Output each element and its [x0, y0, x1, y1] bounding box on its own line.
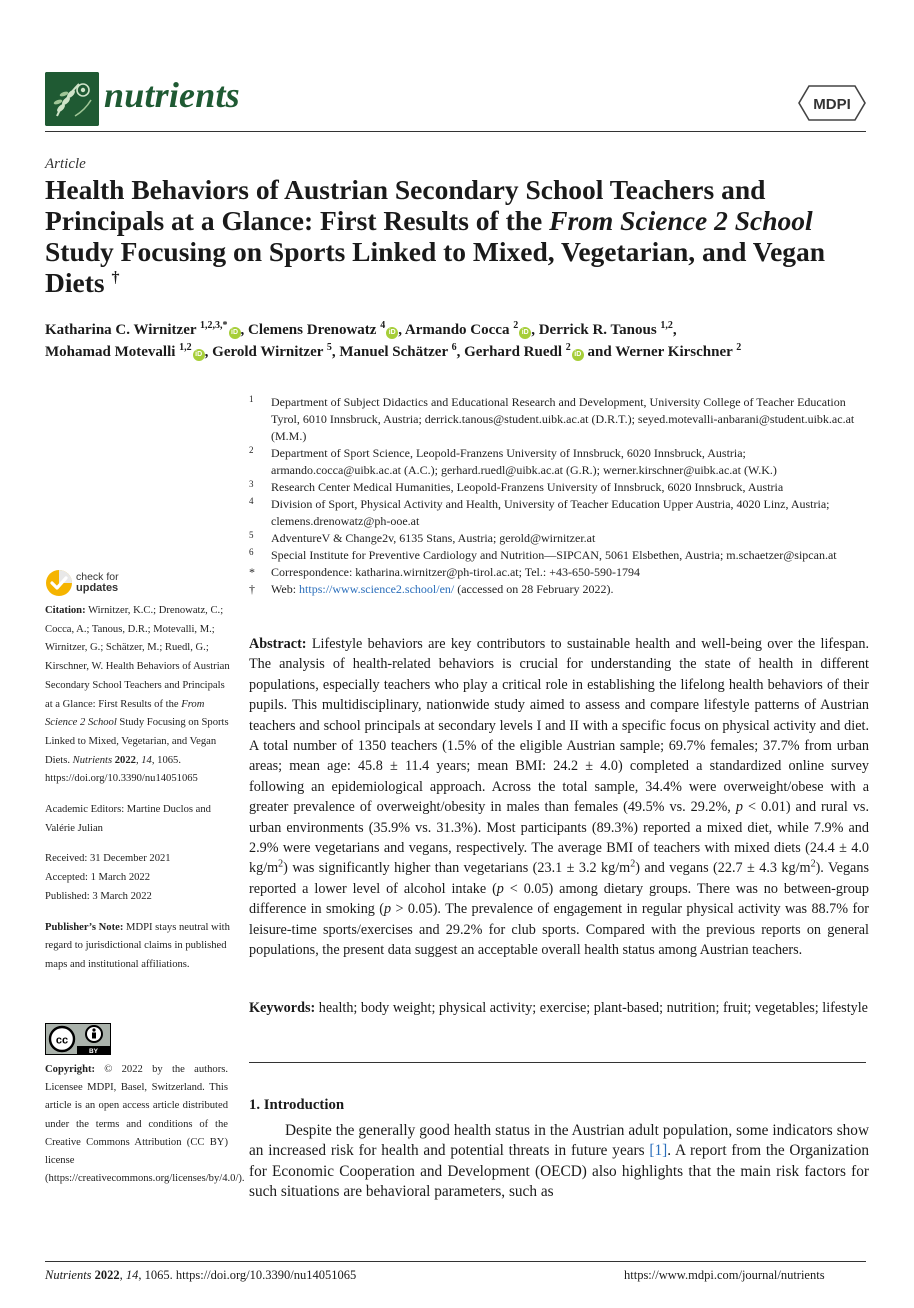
web-note: † Web: https://www.science2.school/en/ (accessed on 28 February 2022). — [249, 582, 614, 596]
author-name: Armando Cocca — [404, 322, 510, 338]
mdpi-logo-icon — [797, 82, 867, 124]
author-name: Gerhard Ruedl — [464, 344, 563, 360]
academic-editors: Academic Editors: Martine Duclos and Valérie Julian — [45, 804, 211, 834]
citation-block: Citation: Wirnitzer, K.C.; Drenowatz, C.; Cocca, A.; Tanous, D.R.; Motevalli, M.; Wirnitzer, G.; Schätzer, M.; Ruedl, G.; Kirschner, W. Health Behaviors of Austrian Secondary School Teachers and Principals at a Glance: First Results of the From Science 2 School Study Focusing on Sports Linked to Mixed, Vegetarian, and Vegan Diets. Nutrients 2022, 14, 1065. https://doi.org/10.3390/nu14051065 — [45, 605, 230, 785]
accepted-date: Accepted: 1 March 2022 — [45, 872, 151, 884]
citation-link[interactable]: [1] — [649, 1142, 668, 1160]
author-name: Werner Kirschner — [615, 344, 733, 360]
abstract-label: Abstract: — [249, 636, 307, 652]
article-info-sidebar — [45, 602, 230, 975]
article-title: Health Behaviors of Austrian Secondary School Teachers and Principals at a Glance: First Results of the From Science 2 School Study Focusing on Sports Linked to Mixed, Vegetarian, and Vegan Diets † — [45, 174, 826, 298]
orcid-icon[interactable]: iD — [519, 327, 531, 339]
published-date: Published: 3 March 2022 — [45, 890, 152, 902]
abstract: Abstract: Lifestyle behaviors are key contributors to sustainable health and well-being over the lifespan. The analysis of health-related behaviors is crucial for understanding the state of health in different populations, especially teachers who play a critical role in establishing the lifelong health behaviors of their pupils. This multidisciplinary, nationwide study aimed to assess and compare lifestyle patterns of Austrian teachers and school principals at secondary levels I and II with a specific focus on physical activity and diet. A total number of 1350 teachers (1.5% of the eligible Austrian sample; 69.7% females; 37.7% from urban areas; mean age: 45.8 ± 11.4 years; mean BMI: 24.2 ± 4.0) completed a standardized online survey following an epidemiological approach. Across the total sample, 34.4% were overweight/obese with a greater prevalence of overweight/obesity in males than females (49.5% vs. 29.2%, p < 0.01) and rural vs. urban environments (35.9% vs. 31.3%). Most participants (89.3%) reported a mixed diet, while 7.9% and 2.9% were vegetarians and vegans, respectively. The average BMI of teachers with mixed diets (24.4 ± 4.0 $kg/m^2$) was significantly higher than vegetarians (23.1 ± 3.2 $kg/m^2$) and vegans (22.7 ± 4.3 $kg/m^2$). Vegans reported a lower level of alcohol intake (p < 0.05) among dietary groups. There was no between-group difference in smoking (p > 0.05). The prevalence of engagement in regular physical activity was 88.7% for leisure-time sports/exercises and 29.2% for club sports. Compared with the previous reports on general populations, the present data suggest an acceptable overall health status among Austrian teachers. — [249, 636, 870, 959]
author-name: Katharina C. Wirnitzer — [45, 322, 197, 338]
footer-divider — [45, 1261, 866, 1262]
journal-logo-icon — [45, 72, 99, 126]
author-name: Manuel Schätzer — [339, 344, 448, 360]
footer-journal-link[interactable]: https://www.mdpi.com/journal/nutrients — [624, 1268, 825, 1282]
header-divider — [45, 131, 866, 132]
affiliation-item: 2 Department of Sport Science, Leopold-Franzens University of Innsbruck, 6020 Innsbruck, Austria; armando.cocca@uibk.ac.at (A.C.); gerhard.ruedl@uibk.ac.at (G.R.); werner.kirschner@uibk.ac.at (W.K.) — [249, 445, 777, 477]
affiliation-item: 3 Research Center Medical Humanities, Leopold-Franzens University of Innsbruck, 6020 Innsbruck, Austria — [249, 479, 784, 494]
orcid-icon[interactable]: iD — [572, 349, 584, 361]
section-heading: 1. Introduction — [249, 1097, 345, 1113]
check-for-updates-button[interactable]: check for updates — [45, 569, 165, 599]
publisher-note: Publisher’s Note: MDPI stays neutral with regard to jurisdictional claims in published maps and institutional affiliations. — [45, 921, 230, 970]
section-divider — [249, 1062, 866, 1063]
svg-text:cc: cc — [55, 1034, 69, 1047]
orcid-icon[interactable]: iD — [193, 349, 205, 361]
journal-name: nutrients — [104, 75, 240, 115]
author-list: Katharina C. Wirnitzer $^{1,2,3,*}$iD , Clemens Drenowatz $^4$iD , Armando Cocca $^2$iD , Derrick R. Tanous $^{1,2}$, Mohamad Motevalli $^{1,2}$iD , Gerold Wirnitzer $^5$, Manuel Schätzer $^6$, Gerhard Ruedl $^2$iD and Werner Kirschner $^2$ — [45, 320, 742, 360]
orcid-icon[interactable]: iD — [386, 327, 398, 339]
mdpi-logo-text: MDPI — [813, 96, 851, 113]
article-type-label: Article — [45, 156, 86, 172]
author-name: Gerold Wirnitzer — [212, 344, 324, 360]
affiliation-item: 4 Division of Sport, Physical Activity and Health, University of Teacher Education Upper Austria, 4020 Linz, Austria; clemens.drenowatz@ph-ooe.at — [249, 496, 830, 528]
keywords-label: Keywords: — [249, 1000, 316, 1016]
intro-paragraph: Despite the generally good health status in the Austrian adult population, some indicators show an increased risk for health and potential threats in future years [1]. A report from the Organization for Economic Cooperation and Development (OECD) also highlights that the main risk factors for such situations are behavioral parameters, such as — [249, 1122, 870, 1200]
footer-citation: Nutrients 2022, 14, 1065. https://doi.org/10.3390/nu14051065 — [45, 1268, 357, 1282]
author-name: Mohamad Motevalli — [45, 344, 176, 360]
received-date: Received: 31 December 2021 — [45, 853, 171, 865]
check-updates-icon — [45, 569, 73, 597]
keywords: Keywords: health; body weight; physical activity; exercise; plant-based; nutrition; fruit; vegetables; lifestyle — [249, 1000, 868, 1016]
affiliations-list — [249, 394, 874, 598]
correspondence-note: * Correspondence: katharina.wirnitzer@ph-tirol.ac.at; Tel.: +43-650-590-1794 — [249, 565, 640, 579]
copyright-notice: Copyright: © 2022 by the authors. Licensee MDPI, Basel, Switzerland. This article is an open access article distributed under the terms and conditions of the Creative Commons Attribution (CC BY) license (https://creativecommons.org/licenses/by/4.0/). — [45, 1064, 245, 1185]
author-name: Derrick R. Tanous — [538, 322, 657, 338]
affiliation-item: 1 Department of Subject Didactics and Educational Research and Development, University College of Teacher Education Tyrol, 6010 Innsbruck, Austria; derrick.tanous@student.uibk.ac.at (D.R.T.); seyed.motevalli-anbarani@student.uibk.ac.at (M.M.) — [249, 394, 855, 443]
orcid-icon[interactable]: iD — [229, 327, 241, 339]
svg-text:BY: BY — [88, 1048, 99, 1055]
affiliation-item: 6 Special Institute for Preventive Cardiology and Nutrition—SIPCAN, 5061 Elsbethen, Austria; m.schaetzer@sipcan.at — [249, 547, 837, 562]
affiliation-item: 5 AdventureV & Change2v, 6135 Stans, Austria; gerold@wirnitzer.at — [249, 530, 596, 545]
author-name: Clemens Drenowatz — [248, 322, 377, 338]
project-web-link[interactable]: https://www.science2.school/en/ — [299, 582, 455, 596]
cc-by-license-icon[interactable] — [45, 1023, 111, 1055]
